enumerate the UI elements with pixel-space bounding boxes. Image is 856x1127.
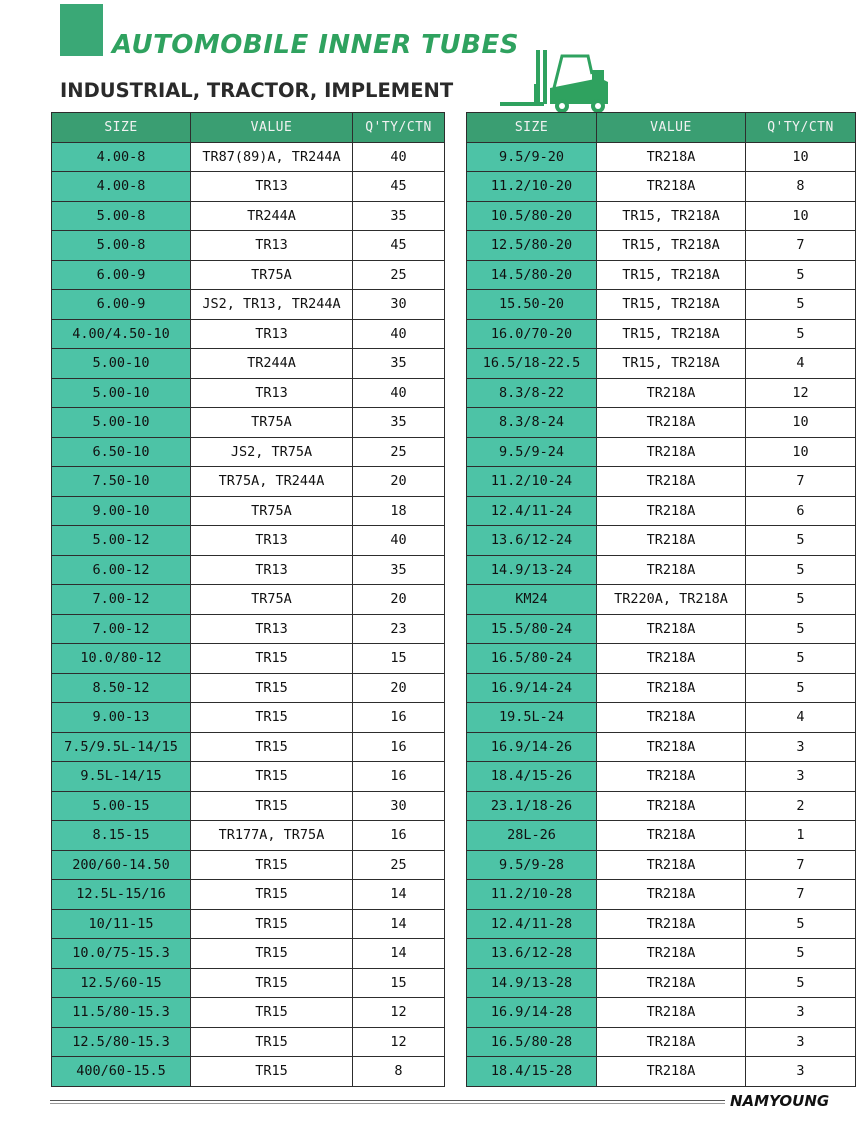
table-row: [52, 644, 445, 674]
valve-cell: TR15, TR218A: [597, 290, 746, 320]
brand-name: NAMYOUNG: [730, 1092, 830, 1110]
valve-cell: TR218A: [597, 762, 746, 792]
table-row: [467, 555, 856, 585]
qty-cell: 10: [746, 437, 856, 467]
table-row: [467, 142, 856, 172]
valve-cell: TR15: [191, 880, 353, 910]
table-row: [52, 319, 445, 349]
size-cell: 4.00/4.50-10: [52, 319, 191, 349]
qty-cell: 10: [746, 142, 856, 172]
table-row: [467, 909, 856, 939]
table-row: [467, 614, 856, 644]
valve-cell: TR15: [191, 1057, 353, 1087]
qty-cell: 12: [746, 378, 856, 408]
qty-cell: 5: [746, 909, 856, 939]
valve-cell: TR15: [191, 998, 353, 1028]
table-row: [52, 762, 445, 792]
qty-cell: 5: [746, 644, 856, 674]
size-cell: 9.00-13: [52, 703, 191, 733]
table-row: [467, 644, 856, 674]
table-row: [52, 260, 445, 290]
table-row: [467, 968, 856, 998]
table-row: [52, 1057, 445, 1087]
table-row: [52, 496, 445, 526]
table-row: [467, 260, 856, 290]
size-cell: 16.9/14-26: [467, 732, 597, 762]
size-cell: 16.0/70-20: [467, 319, 597, 349]
right-tube-table: [466, 112, 856, 1087]
qty-cell: 23: [353, 614, 445, 644]
valve-cell: TR87(89)A, TR244A: [191, 142, 353, 172]
size-cell: 7.50-10: [52, 467, 191, 497]
qty-cell: 25: [353, 850, 445, 880]
valve-cell: TR218A: [597, 1057, 746, 1087]
size-cell: 5.00-10: [52, 349, 191, 379]
valve-cell: TR75A: [191, 585, 353, 615]
qty-cell: 10: [746, 408, 856, 438]
table-row: [467, 408, 856, 438]
table-row: [467, 791, 856, 821]
qty-cell: 1: [746, 821, 856, 851]
valve-cell: TR75A: [191, 260, 353, 290]
size-cell: 5.00-8: [52, 201, 191, 231]
size-cell: 16.5/80-24: [467, 644, 597, 674]
table-row: [52, 201, 445, 231]
qty-cell: 40: [353, 319, 445, 349]
qty-cell: 12: [353, 1027, 445, 1057]
qty-cell: 40: [353, 526, 445, 556]
table-row: [52, 703, 445, 733]
page-subtitle: INDUSTRIAL, TRACTOR, IMPLEMENT: [60, 79, 454, 102]
valve-cell: TR218A: [597, 909, 746, 939]
qty-column-header: Q'TY/CTN: [746, 113, 856, 143]
valve-column-header: VALUE: [191, 113, 353, 143]
table-row: [467, 880, 856, 910]
qty-cell: 3: [746, 1057, 856, 1087]
valve-cell: JS2, TR75A: [191, 437, 353, 467]
left-tube-table: [51, 112, 445, 1087]
table-row: [52, 1027, 445, 1057]
valve-cell: TR15: [191, 1027, 353, 1057]
qty-cell: 2: [746, 791, 856, 821]
valve-cell: TR218A: [597, 467, 746, 497]
size-cell: 14.5/80-20: [467, 260, 597, 290]
qty-cell: 5: [746, 939, 856, 969]
table-row: [52, 142, 445, 172]
qty-cell: 5: [746, 555, 856, 585]
valve-cell: TR218A: [597, 644, 746, 674]
table-row: [467, 201, 856, 231]
qty-cell: 20: [353, 585, 445, 615]
valve-cell: TR15: [191, 850, 353, 880]
table-row: [467, 526, 856, 556]
size-cell: 200/60-14.50: [52, 850, 191, 880]
table-row: [467, 1027, 856, 1057]
size-cell: 13.6/12-28: [467, 939, 597, 969]
qty-cell: 6: [746, 496, 856, 526]
valve-cell: TR15, TR218A: [597, 231, 746, 261]
qty-cell: 3: [746, 762, 856, 792]
table-row: [52, 290, 445, 320]
size-cell: 12.5/60-15: [52, 968, 191, 998]
qty-cell: 5: [746, 526, 856, 556]
table-row: [467, 319, 856, 349]
table-row: [467, 1057, 856, 1087]
size-cell: 400/60-15.5: [52, 1057, 191, 1087]
size-cell: 9.5/9-20: [467, 142, 597, 172]
size-cell: 15.50-20: [467, 290, 597, 320]
valve-cell: TR218A: [597, 673, 746, 703]
qty-cell: 5: [746, 260, 856, 290]
size-cell: 8.50-12: [52, 673, 191, 703]
qty-cell: 7: [746, 231, 856, 261]
table-row: [467, 673, 856, 703]
valve-cell: TR13: [191, 231, 353, 261]
footer-rule-secondary: [50, 1103, 725, 1104]
qty-cell: 25: [353, 260, 445, 290]
size-cell: 12.5L-15/16: [52, 880, 191, 910]
valve-cell: TR218A: [597, 1027, 746, 1057]
valve-cell: TR218A: [597, 142, 746, 172]
size-column-header: SIZE: [467, 113, 597, 143]
size-cell: 6.00-9: [52, 290, 191, 320]
table-row: [52, 437, 445, 467]
qty-cell: 12: [353, 998, 445, 1028]
size-cell: 16.5/80-28: [467, 1027, 597, 1057]
valve-cell: TR15: [191, 673, 353, 703]
size-cell: 10/11-15: [52, 909, 191, 939]
qty-cell: 25: [353, 437, 445, 467]
table-row: [467, 703, 856, 733]
table-row: [467, 349, 856, 379]
size-cell: 7.00-12: [52, 585, 191, 615]
valve-cell: TR177A, TR75A: [191, 821, 353, 851]
size-cell: 23.1/18-26: [467, 791, 597, 821]
size-cell: 6.00-12: [52, 555, 191, 585]
size-cell: 5.00-10: [52, 378, 191, 408]
valve-cell: TR220A, TR218A: [597, 585, 746, 615]
size-cell: 15.5/80-24: [467, 614, 597, 644]
valve-cell: TR218A: [597, 526, 746, 556]
qty-cell: 40: [353, 378, 445, 408]
size-cell: 16.9/14-28: [467, 998, 597, 1028]
table-row: [467, 231, 856, 261]
table-row: [467, 939, 856, 969]
qty-cell: 5: [746, 319, 856, 349]
valve-cell: TR13: [191, 614, 353, 644]
valve-cell: TR244A: [191, 349, 353, 379]
valve-cell: TR15: [191, 762, 353, 792]
table-row: [52, 555, 445, 585]
size-cell: 6.00-9: [52, 260, 191, 290]
size-cell: 28L-26: [467, 821, 597, 851]
size-cell: 9.00-10: [52, 496, 191, 526]
size-cell: 6.50-10: [52, 437, 191, 467]
table-row: [52, 172, 445, 202]
qty-cell: 40: [353, 142, 445, 172]
table-row: [52, 673, 445, 703]
valve-cell: JS2, TR13, TR244A: [191, 290, 353, 320]
valve-cell: TR13: [191, 555, 353, 585]
qty-cell: 10: [746, 201, 856, 231]
valve-cell: TR218A: [597, 378, 746, 408]
size-cell: 10.5/80-20: [467, 201, 597, 231]
qty-cell: 8: [353, 1057, 445, 1087]
valve-cell: TR218A: [597, 968, 746, 998]
table-row: [52, 909, 445, 939]
qty-cell: 16: [353, 703, 445, 733]
table-row: [467, 437, 856, 467]
table-header-row: [467, 113, 856, 143]
valve-cell: TR244A: [191, 201, 353, 231]
qty-cell: 14: [353, 880, 445, 910]
size-cell: 5.00-12: [52, 526, 191, 556]
valve-cell: TR13: [191, 172, 353, 202]
size-cell: 16.9/14-24: [467, 673, 597, 703]
table-row: [467, 762, 856, 792]
qty-cell: 3: [746, 732, 856, 762]
qty-cell: 20: [353, 467, 445, 497]
valve-cell: TR15, TR218A: [597, 260, 746, 290]
qty-cell: 5: [746, 585, 856, 615]
table-row: [467, 172, 856, 202]
table-row: [467, 585, 856, 615]
table-row: [52, 585, 445, 615]
qty-cell: 7: [746, 850, 856, 880]
valve-cell: TR218A: [597, 850, 746, 880]
table-row: [52, 968, 445, 998]
valve-cell: TR218A: [597, 703, 746, 733]
size-cell: 4.00-8: [52, 142, 191, 172]
valve-cell: TR13: [191, 526, 353, 556]
size-cell: 12.5/80-20: [467, 231, 597, 261]
qty-cell: 16: [353, 732, 445, 762]
page-title: AUTOMOBILE INNER TUBES: [112, 30, 519, 60]
valve-cell: TR15: [191, 644, 353, 674]
qty-cell: 14: [353, 909, 445, 939]
valve-cell: TR15: [191, 968, 353, 998]
valve-cell: TR218A: [597, 791, 746, 821]
valve-cell: TR218A: [597, 437, 746, 467]
qty-cell: 14: [353, 939, 445, 969]
forklift-icon: [496, 44, 614, 114]
qty-cell: 5: [746, 614, 856, 644]
valve-cell: TR218A: [597, 555, 746, 585]
corner-accent-block: [60, 4, 103, 56]
table-row: [52, 939, 445, 969]
qty-cell: 35: [353, 408, 445, 438]
size-cell: 11.2/10-24: [467, 467, 597, 497]
valve-cell: TR218A: [597, 998, 746, 1028]
qty-cell: 30: [353, 290, 445, 320]
table-row: [52, 732, 445, 762]
qty-cell: 15: [353, 644, 445, 674]
qty-cell: 4: [746, 703, 856, 733]
size-column-header: SIZE: [52, 113, 191, 143]
size-cell: 12.5/80-15.3: [52, 1027, 191, 1057]
table-row: [52, 408, 445, 438]
size-cell: 8.3/8-22: [467, 378, 597, 408]
qty-cell: 20: [353, 673, 445, 703]
valve-cell: TR15: [191, 939, 353, 969]
size-cell: 5.00-15: [52, 791, 191, 821]
table-row: [467, 467, 856, 497]
size-cell: 19.5L-24: [467, 703, 597, 733]
valve-cell: TR15: [191, 703, 353, 733]
valve-cell: TR15: [191, 791, 353, 821]
size-cell: 18.4/15-26: [467, 762, 597, 792]
size-cell: 12.4/11-28: [467, 909, 597, 939]
size-cell: 13.6/12-24: [467, 526, 597, 556]
size-cell: 11.2/10-20: [467, 172, 597, 202]
size-cell: 14.9/13-24: [467, 555, 597, 585]
table-row: [52, 526, 445, 556]
qty-cell: 45: [353, 231, 445, 261]
qty-cell: 7: [746, 880, 856, 910]
valve-cell: TR15, TR218A: [597, 319, 746, 349]
size-cell: 16.5/18-22.5: [467, 349, 597, 379]
table-row: [52, 850, 445, 880]
size-cell: 10.0/75-15.3: [52, 939, 191, 969]
qty-cell: 15: [353, 968, 445, 998]
table-row: [52, 231, 445, 261]
table-row: [467, 850, 856, 880]
valve-cell: TR218A: [597, 172, 746, 202]
qty-column-header: Q'TY/CTN: [353, 113, 445, 143]
size-cell: 7.00-12: [52, 614, 191, 644]
valve-cell: TR218A: [597, 939, 746, 969]
qty-cell: 35: [353, 201, 445, 231]
qty-cell: 8: [746, 172, 856, 202]
qty-cell: 4: [746, 349, 856, 379]
valve-cell: TR218A: [597, 821, 746, 851]
table-row: [467, 998, 856, 1028]
valve-column-header: VALUE: [597, 113, 746, 143]
qty-cell: 35: [353, 349, 445, 379]
valve-cell: TR15: [191, 732, 353, 762]
valve-cell: TR218A: [597, 732, 746, 762]
size-cell: 9.5L-14/15: [52, 762, 191, 792]
table-row: [52, 821, 445, 851]
valve-cell: TR218A: [597, 880, 746, 910]
size-cell: 10.0/80-12: [52, 644, 191, 674]
qty-cell: 5: [746, 290, 856, 320]
qty-cell: 45: [353, 172, 445, 202]
size-cell: 11.2/10-28: [467, 880, 597, 910]
valve-cell: TR75A: [191, 496, 353, 526]
size-cell: 7.5/9.5L-14/15: [52, 732, 191, 762]
table-row: [467, 496, 856, 526]
size-cell: 9.5/9-28: [467, 850, 597, 880]
size-cell: 12.4/11-24: [467, 496, 597, 526]
valve-cell: TR75A, TR244A: [191, 467, 353, 497]
table-row: [52, 349, 445, 379]
qty-cell: 3: [746, 1027, 856, 1057]
valve-cell: TR15: [191, 909, 353, 939]
valve-cell: TR218A: [597, 408, 746, 438]
table-row: [52, 791, 445, 821]
qty-cell: 5: [746, 968, 856, 998]
valve-cell: TR15, TR218A: [597, 201, 746, 231]
table-row: [467, 821, 856, 851]
table-row: [467, 378, 856, 408]
valve-cell: TR218A: [597, 614, 746, 644]
table-row: [467, 732, 856, 762]
qty-cell: 35: [353, 555, 445, 585]
qty-cell: 16: [353, 762, 445, 792]
table-row: [52, 467, 445, 497]
valve-cell: TR15, TR218A: [597, 349, 746, 379]
size-cell: 8.15-15: [52, 821, 191, 851]
size-cell: 9.5/9-24: [467, 437, 597, 467]
qty-cell: 3: [746, 998, 856, 1028]
table-row: [467, 290, 856, 320]
valve-cell: TR75A: [191, 408, 353, 438]
table-row: [52, 614, 445, 644]
table-row: [52, 998, 445, 1028]
size-cell: 5.00-8: [52, 231, 191, 261]
qty-cell: 7: [746, 467, 856, 497]
size-cell: 4.00-8: [52, 172, 191, 202]
table-row: [52, 880, 445, 910]
qty-cell: 30: [353, 791, 445, 821]
footer-rule: [50, 1100, 725, 1101]
table-header-row: [52, 113, 445, 143]
size-cell: 8.3/8-24: [467, 408, 597, 438]
valve-cell: TR13: [191, 378, 353, 408]
size-cell: 5.00-10: [52, 408, 191, 438]
qty-cell: 5: [746, 673, 856, 703]
qty-cell: 18: [353, 496, 445, 526]
valve-cell: TR13: [191, 319, 353, 349]
qty-cell: 16: [353, 821, 445, 851]
valve-cell: TR218A: [597, 496, 746, 526]
size-cell: KM24: [467, 585, 597, 615]
size-cell: 18.4/15-28: [467, 1057, 597, 1087]
size-cell: 11.5/80-15.3: [52, 998, 191, 1028]
table-row: [52, 378, 445, 408]
size-cell: 14.9/13-28: [467, 968, 597, 998]
